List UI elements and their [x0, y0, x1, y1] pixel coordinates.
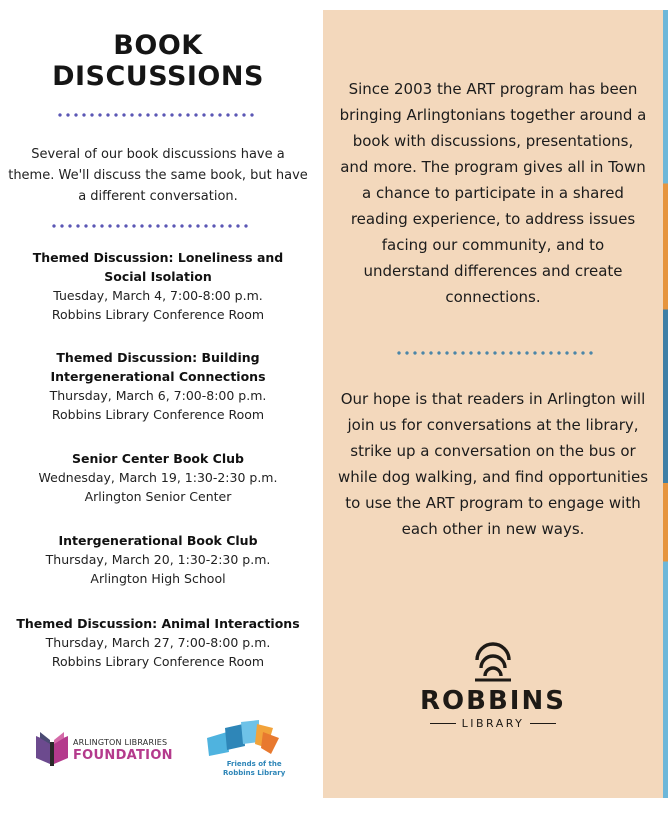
- page-title: [0, 30, 316, 92]
- event-title: Themed Discussion: Loneliness and Social Isolation: [32, 250, 284, 284]
- event-item: [0, 614, 316, 671]
- event-location: Robbins Library Conference Room: [51, 307, 265, 322]
- event-title: Intergenerational Book Club: [58, 533, 258, 548]
- event-title: Themed Discussion: Building Intergenerational Connections: [50, 350, 266, 384]
- arlington-libraries-foundation-logo: [34, 730, 184, 770]
- logo-subtitle: LIBRARY: [408, 717, 578, 730]
- event-item: [0, 348, 316, 424]
- logo-name: ROBBINS: [420, 686, 566, 716]
- title-line-1: BOOK: [113, 30, 203, 61]
- foundation-line-2: FOUNDATION: [73, 748, 173, 763]
- event-location: Robbins Library Conference Room: [51, 407, 265, 422]
- edge-color-strip: [663, 10, 668, 798]
- friends-books-icon: [203, 718, 283, 758]
- event-date: Thursday, March 20, 1:30-2:30 p.m.: [45, 552, 271, 567]
- friends-text: Friends of the Robbins Library: [223, 760, 286, 777]
- event-title: Themed Discussion: Animal Interactions: [16, 616, 300, 631]
- friends-of-robbins-library-logo: [203, 718, 293, 784]
- event-date: Wednesday, March 19, 1:30-2:30 p.m.: [38, 470, 278, 485]
- dotted-divider-panel: [395, 350, 595, 356]
- dotted-divider-top: [56, 112, 256, 118]
- event-date: Thursday, March 27, 7:00-8:00 p.m.: [45, 635, 271, 650]
- foundation-line-1: ARLINGTON LIBRARIES: [73, 738, 168, 747]
- event-location: Arlington High School: [90, 571, 226, 586]
- info-panel: [323, 10, 663, 798]
- event-date: Tuesday, March 4, 7:00-8:00 p.m.: [53, 288, 263, 303]
- logo-rule-left: [430, 723, 456, 724]
- event-date: Thursday, March 6, 7:00-8:00 p.m.: [49, 388, 267, 403]
- robbins-library-logo: [408, 642, 578, 730]
- title-line-2: DISCUSSIONS: [52, 61, 264, 92]
- event-location: Arlington Senior Center: [84, 489, 232, 504]
- event-title: Senior Center Book Club: [72, 451, 244, 466]
- arch-icon: [471, 642, 515, 682]
- book-icon: [34, 730, 70, 768]
- program-hope: Our hope is that readers in Arlington will join us for conversations at the library, strike up a conversation on the bus or while dog walking, and find opportunities to use the ART program to engage with each other in new ways.: [337, 390, 649, 538]
- dotted-divider-middle: [50, 223, 250, 229]
- intro-text: Several of our book discussions have a theme. We'll discuss the same book, but have a different conversation.: [8, 147, 308, 204]
- event-item: [0, 449, 316, 506]
- event-item: [0, 531, 316, 588]
- event-location: Robbins Library Conference Room: [51, 654, 265, 669]
- event-item: [0, 248, 316, 324]
- left-column: [0, 0, 316, 814]
- logo-rule-right: [530, 723, 556, 724]
- program-description: Since 2003 the ART program has been bringing Arlingtonians together around a book with discussions, presentations, and more. The program gives all in Town a chance to participate in a shared reading experience, to address issues facing our community, and to understand differences and create connections.: [339, 80, 647, 306]
